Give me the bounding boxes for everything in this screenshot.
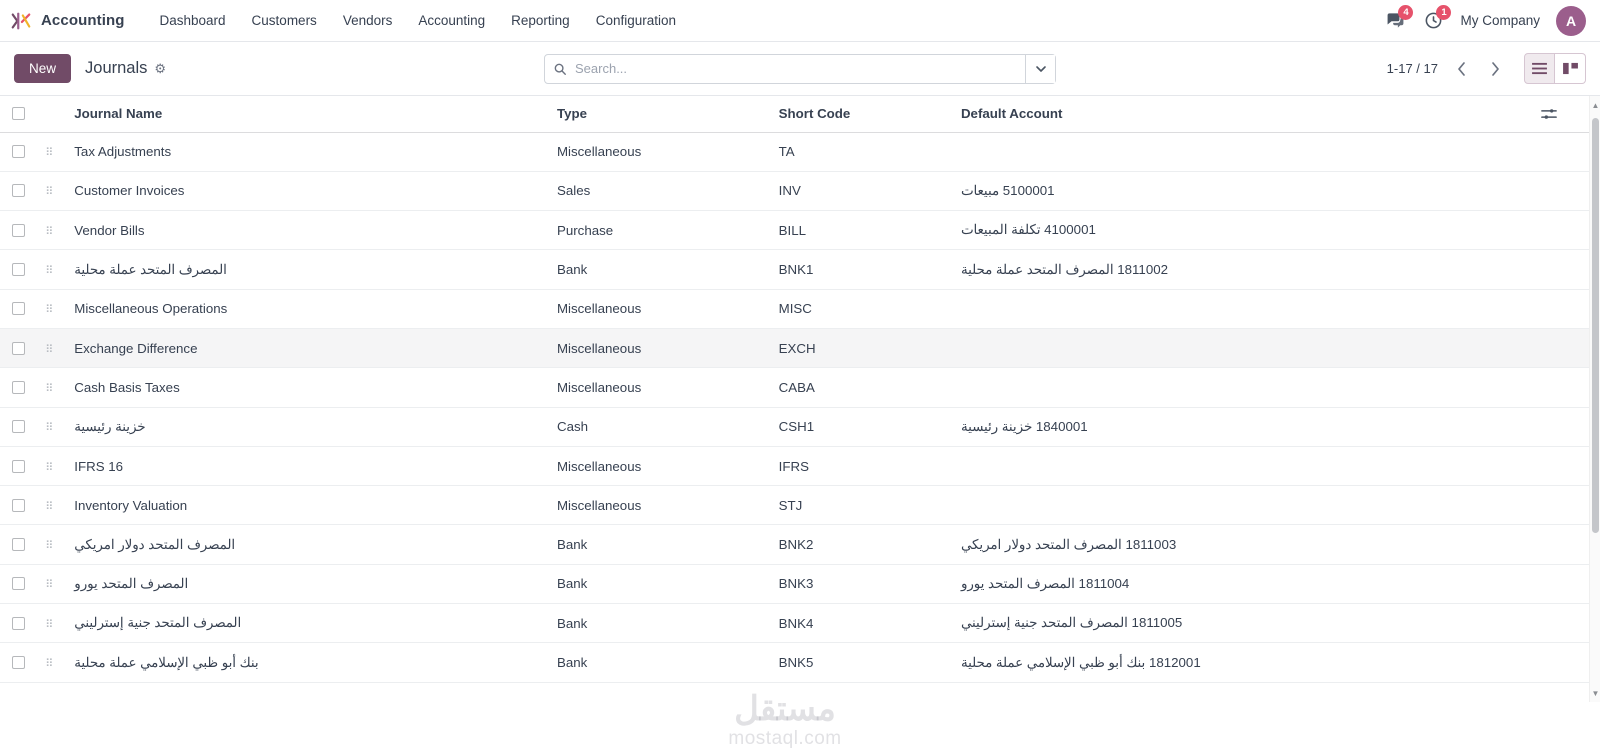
- cell-journal-name: Vendor Bills: [66, 211, 549, 250]
- new-button[interactable]: New: [14, 54, 71, 83]
- row-checkbox[interactable]: [12, 224, 25, 237]
- column-short-code[interactable]: Short Code: [771, 96, 953, 132]
- pager-buttons: [1448, 56, 1508, 82]
- chevron-down-icon: [1036, 65, 1046, 73]
- cell-default-account: 1811004 المصرف المتحد يورو: [953, 564, 1533, 603]
- table-row[interactable]: [0, 643, 1589, 682]
- row-drag-cell: [37, 171, 66, 210]
- row-select-cell: [0, 407, 37, 446]
- row-checkbox[interactable]: [12, 342, 25, 355]
- drag-handle-icon[interactable]: ⠿: [45, 186, 55, 199]
- row-select-cell: [0, 446, 37, 485]
- cell-journal-name: بنك أبو ظبي الإسلامي عملة محلية: [66, 643, 549, 682]
- cell-short-code: EXCH: [771, 328, 953, 367]
- select-all-checkbox[interactable]: [12, 107, 25, 120]
- menu-item-reporting[interactable]: Reporting: [511, 13, 570, 28]
- cell-type: Bank: [549, 604, 771, 643]
- table-row[interactable]: [0, 328, 1589, 367]
- cell-journal-name: المصرف المتحد دولار امريكي: [66, 525, 549, 564]
- menu-item-customers[interactable]: Customers: [251, 13, 317, 28]
- app-brand[interactable]: [10, 10, 125, 32]
- row-checkbox[interactable]: [12, 617, 25, 630]
- page-title: Journals: [85, 59, 148, 77]
- cell-default-account: 4100001 تكلفة المبيعات: [953, 211, 1533, 250]
- row-select-cell: [0, 171, 37, 210]
- cell-type: Purchase: [549, 211, 771, 250]
- cell-journal-name: Miscellaneous Operations: [66, 289, 549, 328]
- row-drag-cell: [37, 643, 66, 682]
- vertical-scrollbar[interactable]: [1589, 96, 1600, 702]
- cell-type: Sales: [549, 171, 771, 210]
- row-select-cell: [0, 250, 37, 289]
- row-drag-cell: [37, 407, 66, 446]
- row-checkbox[interactable]: [12, 577, 25, 590]
- cell-default-account: [953, 289, 1533, 328]
- settings-sliders-icon[interactable]: [1541, 107, 1557, 121]
- cell-type: Miscellaneous: [549, 486, 771, 525]
- search-bar: [544, 54, 1056, 84]
- drag-handle-icon[interactable]: ⠿: [45, 147, 55, 160]
- watermark-latin: mostaql.com: [728, 728, 842, 749]
- cell-default-account: 5100001 مبيعات: [953, 171, 1533, 210]
- scrollbar-thumb[interactable]: [1592, 118, 1599, 533]
- row-drag-cell: [37, 564, 66, 603]
- row-select-cell: [0, 289, 37, 328]
- list-view-button[interactable]: [1524, 53, 1555, 84]
- watermark-arabic: مستقل: [734, 690, 836, 728]
- row-select-cell: [0, 368, 37, 407]
- drag-handle-icon[interactable]: ⠿: [45, 304, 55, 317]
- cell-journal-name: المصرف المتحد جنية إسترليني: [66, 604, 549, 643]
- row-checkbox[interactable]: [12, 302, 25, 315]
- row-drag-cell: [37, 132, 66, 171]
- row-checkbox[interactable]: [12, 184, 25, 197]
- list-icon: [1532, 62, 1547, 75]
- cell-short-code: BNK1: [771, 250, 953, 289]
- previous-page-button[interactable]: [1448, 56, 1474, 82]
- search-dropdown-toggle[interactable]: [1025, 55, 1055, 83]
- app-name: Accounting: [41, 12, 125, 29]
- breadcrumb: [85, 59, 166, 78]
- kanban-icon: [1563, 62, 1578, 75]
- row-checkbox[interactable]: [12, 499, 25, 512]
- table-row[interactable]: [0, 132, 1589, 171]
- row-checkbox[interactable]: [12, 420, 25, 433]
- drag-handle-icon[interactable]: ⠿: [45, 225, 55, 238]
- row-checkbox[interactable]: [12, 656, 25, 669]
- table-row[interactable]: [0, 171, 1589, 210]
- table-row[interactable]: [0, 486, 1589, 525]
- row-select-cell: [0, 211, 37, 250]
- search-input[interactable]: [575, 55, 1025, 83]
- activities-badge: 1: [1436, 5, 1451, 20]
- cell-type: Bank: [549, 643, 771, 682]
- cell-short-code: BNK2: [771, 525, 953, 564]
- menu-item-configuration[interactable]: Configuration: [595, 13, 677, 28]
- navbar-systray: [1384, 6, 1586, 36]
- table-header: [0, 96, 1589, 132]
- cell-short-code: BILL: [771, 211, 953, 250]
- cell-short-code: IFRS: [771, 446, 953, 485]
- cell-default-account: [953, 486, 1533, 525]
- scroll-up-arrow[interactable]: ▲: [1591, 100, 1600, 110]
- cell-default-account: 1812001 بنك أبو ظبي الإسلامي عملة محلية: [953, 643, 1533, 682]
- journals-list-view: [0, 96, 1600, 749]
- menu-item-dashboard[interactable]: Dashboard: [159, 13, 226, 28]
- cell-spacer: [1533, 171, 1589, 210]
- cell-spacer: [1533, 446, 1589, 485]
- cell-spacer: [1533, 604, 1589, 643]
- cell-short-code: TA: [771, 132, 953, 171]
- row-drag-cell: [37, 446, 66, 485]
- cell-type: Bank: [549, 525, 771, 564]
- cell-short-code: MISC: [771, 289, 953, 328]
- cell-journal-name: Customer Invoices: [66, 171, 549, 210]
- cell-short-code: BNK5: [771, 643, 953, 682]
- column-journal-name[interactable]: Journal Name: [66, 96, 549, 132]
- table-row[interactable]: [0, 446, 1589, 485]
- cell-spacer: [1533, 486, 1589, 525]
- row-drag-cell: [37, 328, 66, 367]
- row-select-cell: [0, 525, 37, 564]
- cell-default-account: 1811005 المصرف المتحد جنية إسترليني: [953, 604, 1533, 643]
- table-row[interactable]: [0, 564, 1589, 603]
- cell-journal-name: المصرف المتحد عملة محلية: [66, 250, 549, 289]
- row-checkbox[interactable]: [12, 538, 25, 551]
- row-drag-cell: [37, 368, 66, 407]
- column-type[interactable]: Type: [549, 96, 771, 132]
- odoo-logo-icon: [10, 10, 32, 32]
- table-row[interactable]: [0, 525, 1589, 564]
- messages-badge: 4: [1398, 5, 1413, 20]
- next-page-button[interactable]: [1482, 56, 1508, 82]
- messages-icon[interactable]: [1384, 6, 1409, 32]
- row-select-cell: [0, 328, 37, 367]
- row-drag-cell: [37, 486, 66, 525]
- handle-header: [37, 96, 66, 132]
- cell-spacer: [1533, 525, 1589, 564]
- cell-short-code: BNK3: [771, 564, 953, 603]
- cell-default-account: [953, 132, 1533, 171]
- drag-handle-icon[interactable]: ⠿: [45, 265, 55, 278]
- cell-journal-name: Cash Basis Taxes: [66, 368, 549, 407]
- row-drag-cell: [37, 289, 66, 328]
- control-panel: [0, 42, 1600, 96]
- table-row[interactable]: [0, 368, 1589, 407]
- cell-short-code: CSH1: [771, 407, 953, 446]
- drag-handle-icon[interactable]: ⠿: [45, 343, 55, 356]
- cell-type: Miscellaneous: [549, 289, 771, 328]
- cell-default-account: 1811002 المصرف المتحد عملة محلية: [953, 250, 1533, 289]
- cell-spacer: [1533, 564, 1589, 603]
- row-select-cell: [0, 132, 37, 171]
- optional-columns-header: [1533, 96, 1589, 132]
- cell-type: Miscellaneous: [549, 132, 771, 171]
- gear-icon[interactable]: ⚙: [154, 61, 167, 76]
- table-row[interactable]: [0, 604, 1589, 643]
- cell-journal-name: المصرف المتحد يورو: [66, 564, 549, 603]
- drag-handle-icon[interactable]: ⠿: [45, 422, 55, 435]
- drag-handle-icon[interactable]: ⠿: [45, 382, 55, 395]
- chevron-right-icon: [1491, 62, 1500, 76]
- drag-handle-icon[interactable]: ⠿: [45, 579, 55, 592]
- column-default-account[interactable]: Default Account: [953, 96, 1533, 132]
- cell-journal-name: Tax Adjustments: [66, 132, 549, 171]
- cell-default-account: [953, 328, 1533, 367]
- cell-spacer: [1533, 132, 1589, 171]
- row-select-cell: [0, 564, 37, 603]
- menu-item-accounting[interactable]: Accounting: [418, 13, 486, 28]
- menu-item-vendors[interactable]: Vendors: [342, 13, 393, 28]
- cell-short-code: INV: [771, 171, 953, 210]
- row-checkbox[interactable]: [12, 145, 25, 158]
- cell-spacer: [1533, 250, 1589, 289]
- table-row[interactable]: [0, 289, 1589, 328]
- cell-default-account: [953, 446, 1533, 485]
- cell-type: Cash: [549, 407, 771, 446]
- cell-spacer: [1533, 328, 1589, 367]
- magnifier-icon: [553, 62, 567, 76]
- pager-count[interactable]: 1-17 / 17: [1386, 61, 1438, 76]
- table-body: [0, 132, 1589, 682]
- cell-spacer: [1533, 407, 1589, 446]
- drag-handle-icon[interactable]: ⠿: [45, 658, 55, 670]
- drag-handle-icon[interactable]: ⠿: [45, 540, 55, 553]
- cell-type: Bank: [549, 564, 771, 603]
- drag-handle-icon[interactable]: ⠿: [45, 500, 55, 513]
- control-panel-right: [1387, 53, 1586, 84]
- cell-spacer: [1533, 289, 1589, 328]
- row-select-cell: [0, 604, 37, 643]
- cell-spacer: [1533, 211, 1589, 250]
- table-row[interactable]: [0, 211, 1589, 250]
- cell-short-code: BNK4: [771, 604, 953, 643]
- main-menu: [147, 7, 690, 34]
- cell-type: Miscellaneous: [549, 446, 771, 485]
- row-select-cell: [0, 643, 37, 682]
- cell-default-account: 1811003 المصرف المتحد دولار امريكي: [953, 525, 1533, 564]
- row-checkbox[interactable]: [12, 460, 25, 473]
- scroll-down-arrow[interactable]: ▼: [1591, 688, 1600, 698]
- activities-icon[interactable]: [1422, 6, 1447, 32]
- drag-handle-icon[interactable]: ⠿: [45, 618, 55, 631]
- kanban-view-button[interactable]: [1555, 53, 1586, 84]
- row-drag-cell: [37, 604, 66, 643]
- watermark: [690, 692, 880, 750]
- cell-spacer: [1533, 643, 1589, 682]
- cell-type: Miscellaneous: [549, 368, 771, 407]
- cell-type: Miscellaneous: [549, 328, 771, 367]
- cell-journal-name: Exchange Difference: [66, 328, 549, 367]
- cell-journal-name: Inventory Valuation: [66, 486, 549, 525]
- view-switcher: [1524, 53, 1586, 84]
- select-all-header: [0, 96, 37, 132]
- cell-default-account: [953, 368, 1533, 407]
- journals-table: [0, 96, 1589, 683]
- cell-default-account: 1840001 خزينة رئيسية: [953, 407, 1533, 446]
- cell-short-code: STJ: [771, 486, 953, 525]
- drag-handle-icon[interactable]: ⠿: [45, 461, 55, 474]
- avatar[interactable]: A: [1556, 6, 1586, 36]
- cell-spacer: [1533, 368, 1589, 407]
- table-row[interactable]: [0, 407, 1589, 446]
- top-navbar: [0, 0, 1600, 42]
- row-drag-cell: [37, 211, 66, 250]
- company-switcher[interactable]: My Company: [1460, 13, 1540, 28]
- table-row[interactable]: [0, 250, 1589, 289]
- cell-short-code: CABA: [771, 368, 953, 407]
- chevron-left-icon: [1457, 62, 1466, 76]
- row-checkbox[interactable]: [12, 263, 25, 276]
- row-select-cell: [0, 486, 37, 525]
- search-icon: [545, 55, 575, 83]
- row-drag-cell: [37, 250, 66, 289]
- row-checkbox[interactable]: [12, 381, 25, 394]
- row-drag-cell: [37, 525, 66, 564]
- cell-journal-name: خزينة رئيسية: [66, 407, 549, 446]
- cell-journal-name: IFRS 16: [66, 446, 549, 485]
- cell-type: Bank: [549, 250, 771, 289]
